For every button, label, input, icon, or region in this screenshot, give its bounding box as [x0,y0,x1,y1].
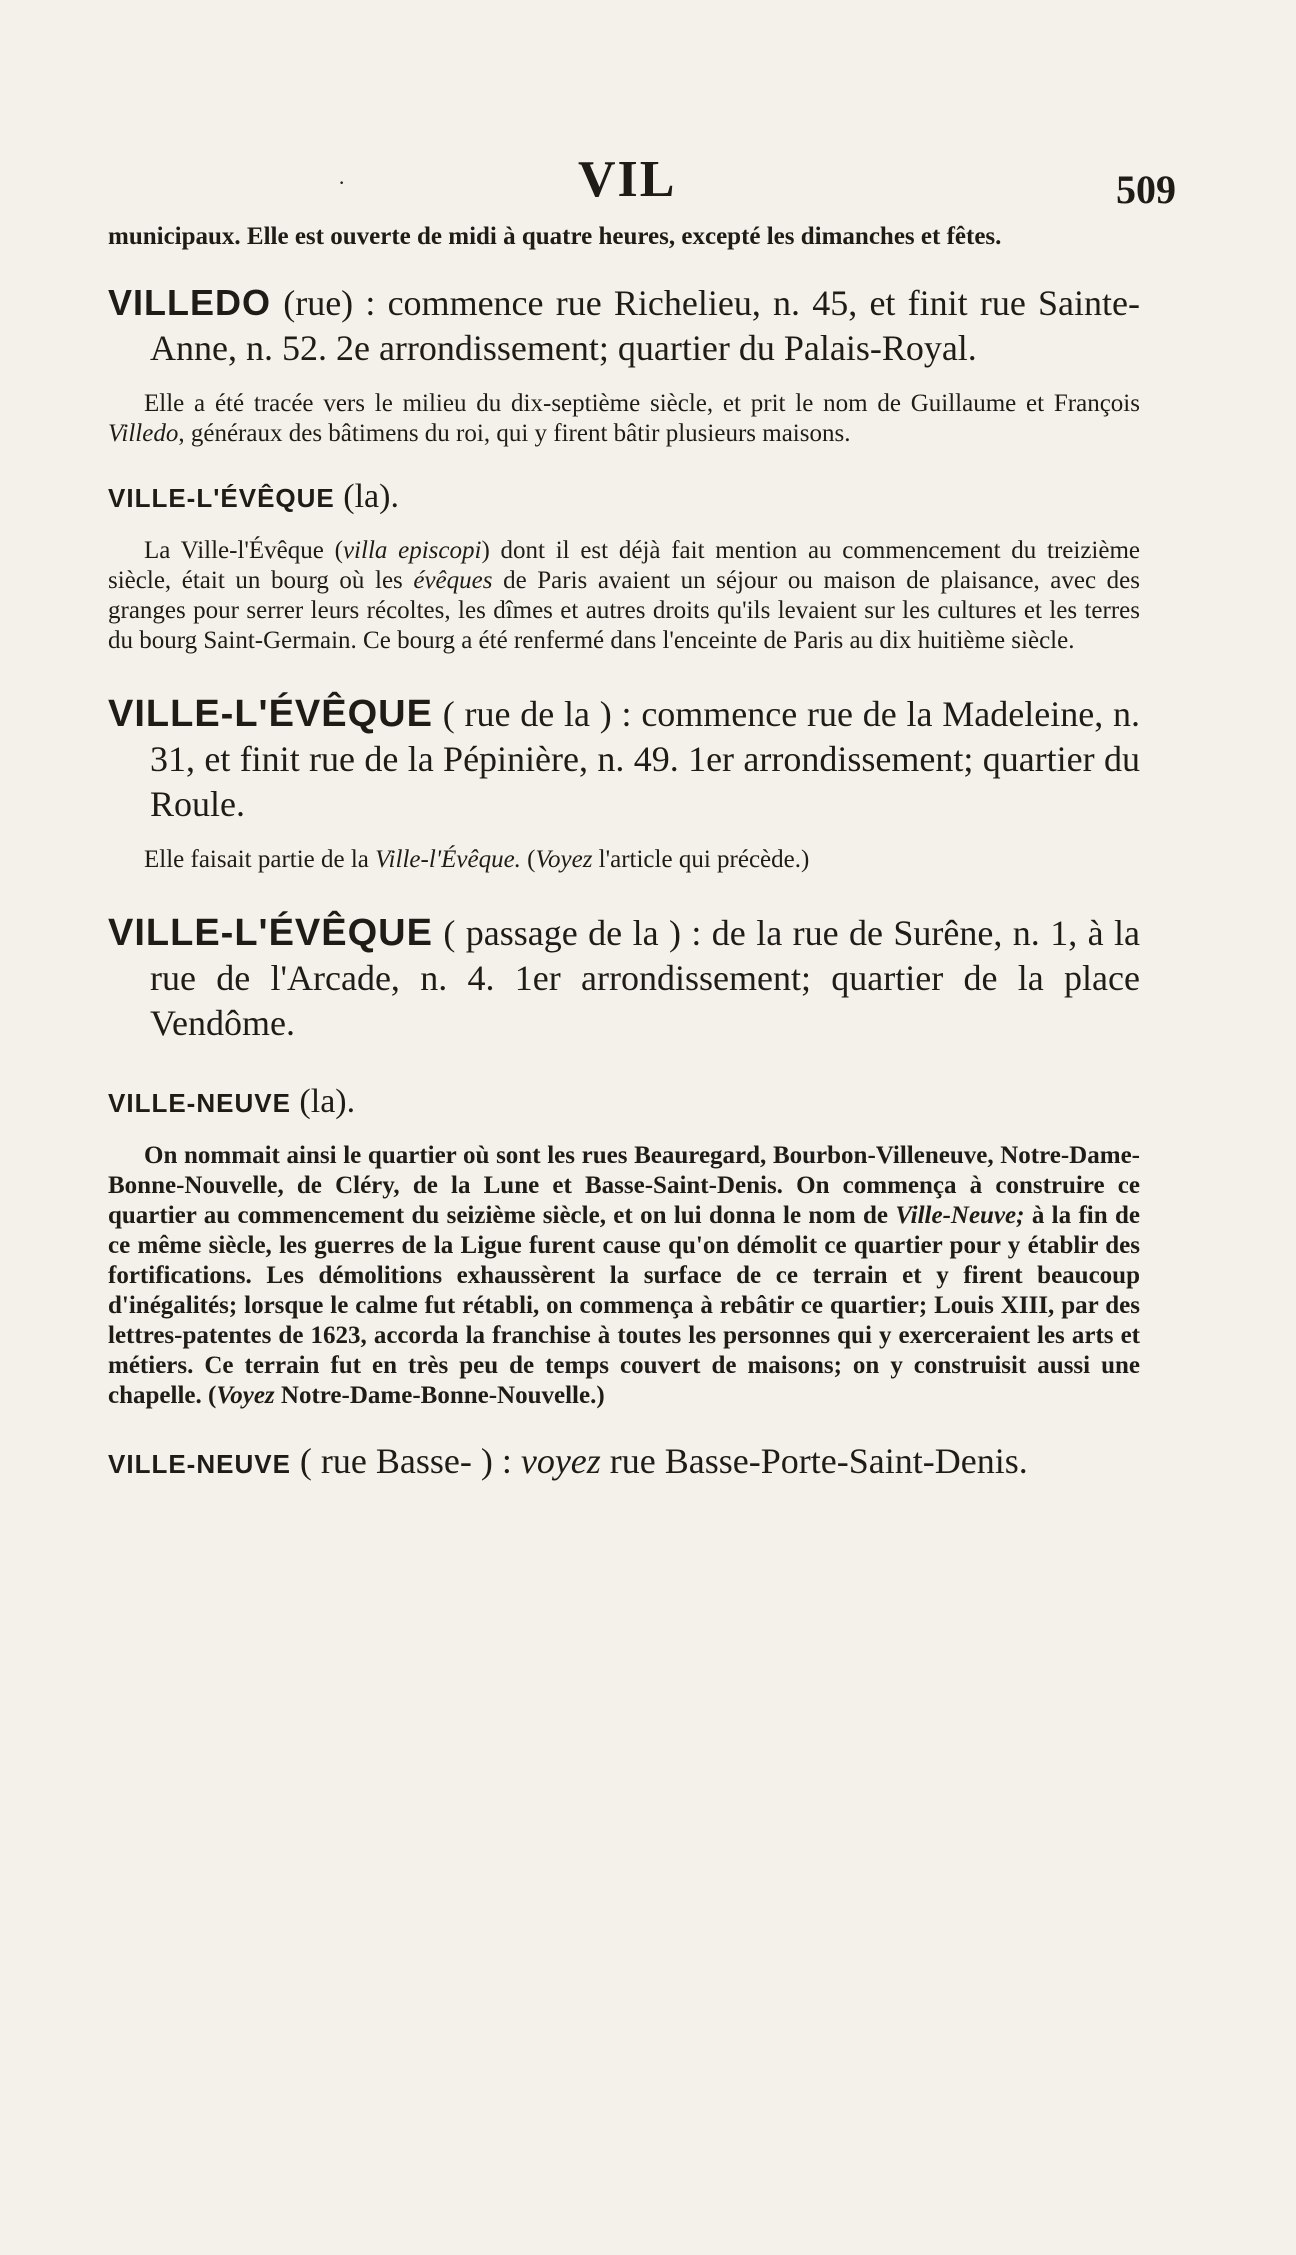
heading-text: ( rue de la ) : commence rue de la Madeleine, n. 31, et finit rue de la Pépinière, n. 49. 1er arrondissement; quartier du Roule. [150,694,1140,824]
entry-body-villedo [108,389,1140,449]
body-italic: Ville-Neuve; [895,1202,1025,1229]
header-mark: · [338,170,346,195]
body-text: On nommait ainsi le quartier où sont les rues Beauregard, Bourbon-Villeneuve, Notre-Dame-Bonne-Nouvelle, de Cléry, de la Lune et Basse-Saint-Denis. On commença à construire ce quartier au commencement du seizième siècle, et on lui donna le nom de [108,1142,1140,1229]
body-text: à la fin de ce même siècle, les guerres de la Ligue furent cause qu'on démolit ce quartier pour y établir des fortifications. Les démolitions exhaussèrent la surface de ce terrain et y firent beaucoup d'inégalités; lorsque le calme fut rétabli, on commença à rebâtir ce quartier; Louis XIII, par des lettres-patentes de 1623, accorda la franchise à toutes les personnes qui y exerceraient les arts et métiers. Ce terrain fut en très peu de temps couvert de maisons; on y construisit aussi une chapelle. ( [108,1202,1140,1409]
body-text: ( [520,846,536,873]
body-italic: Ville-l'Évêque. [375,846,521,873]
headword: VILLE-NEUVE [108,1088,291,1118]
entry-body-ville-leveque-rue [108,845,1140,875]
entry-heading-ville-leveque-rue [108,692,1140,827]
body-italic: Voyez [535,846,593,873]
running-head [0,150,1296,210]
heading-text: (rue) : commence rue Richelieu, n. 45, et finit rue Sainte-Anne, n. 52. 2e arrondissement; quartier du Palais-Royal. [150,283,1140,368]
body-italic: Villedo [108,420,179,447]
heading-italic: voyez [520,1441,601,1481]
body-text: l'article qui précède.) [592,846,810,873]
dictionary-text [108,222,1140,1487]
page-number: 509 [1116,167,1176,212]
headword: VILLE-L'ÉVÊQUE [108,912,433,954]
body-italic: Voyez [216,1382,275,1409]
headword: VILLE-L'ÉVÊQUE [108,693,433,735]
body-text: Elle faisait partie de la [144,846,376,873]
body-text: Elle a été tracée vers le milieu du dix-septième siècle, et prit le nom de Guillaume et François [144,390,1140,417]
headword: VILLE-NEUVE [108,1449,291,1479]
body-italic: villa episcopi [342,537,482,564]
running-title: VIL [578,151,677,208]
headword: VILLE-L'ÉVÊQUE [108,483,335,513]
entry-heading-ville-neuve [108,1082,1140,1123]
entry-heading-ville-leveque [108,477,1140,518]
entry-heading-ville-leveque-passage [108,911,1140,1046]
entry-heading-villedo [108,280,1140,371]
entry-body-ville-neuve [108,1141,1140,1411]
heading-text: (la). [290,1083,356,1120]
heading-text: (la). [334,478,399,515]
body-text: , généraux des bâtimens du roi, qui y firent bâtir plusieurs maisons. [178,420,851,447]
continued-paragraph: municipaux. Elle est ouverte de midi à quatre heures, excepté les dimanches et fêtes. [108,223,1002,250]
entry-heading-ville-neuve-basse [108,1439,1140,1487]
heading-text: rue Basse-Porte-Saint-Denis. [600,1441,1028,1481]
body-text: de Paris avaient un séjour ou maison de plaisance, avec des granges pour serrer leurs récoltes, les dîmes et autres droits qu'ils levaient sur les cultures et les terres du bourg Saint-Germain. Ce bourg a été renfermé dans l'enceinte de Paris au dix huitième siècle. [108,567,1140,654]
headword: VILLEDO [108,282,272,323]
body-text: Notre-Dame-Bonne-Nouvelle.) [274,1382,605,1409]
body-italic: évêques [413,567,493,594]
heading-text: ( passage de la ) : de la rue de Surêne, n. 1, à la rue de l'Arcade, n. 4. 1er arrondissement; quartier de la place Vendôme. [150,913,1140,1043]
heading-text: ( rue Basse- ) : [290,1441,521,1481]
body-text: ) dont il est déjà fait mention au commencement du treizième siècle, était un bourg où les [108,537,1141,594]
body-text: La Ville-l'Évêque ( [144,537,343,564]
entry-body-ville-leveque [108,536,1140,656]
